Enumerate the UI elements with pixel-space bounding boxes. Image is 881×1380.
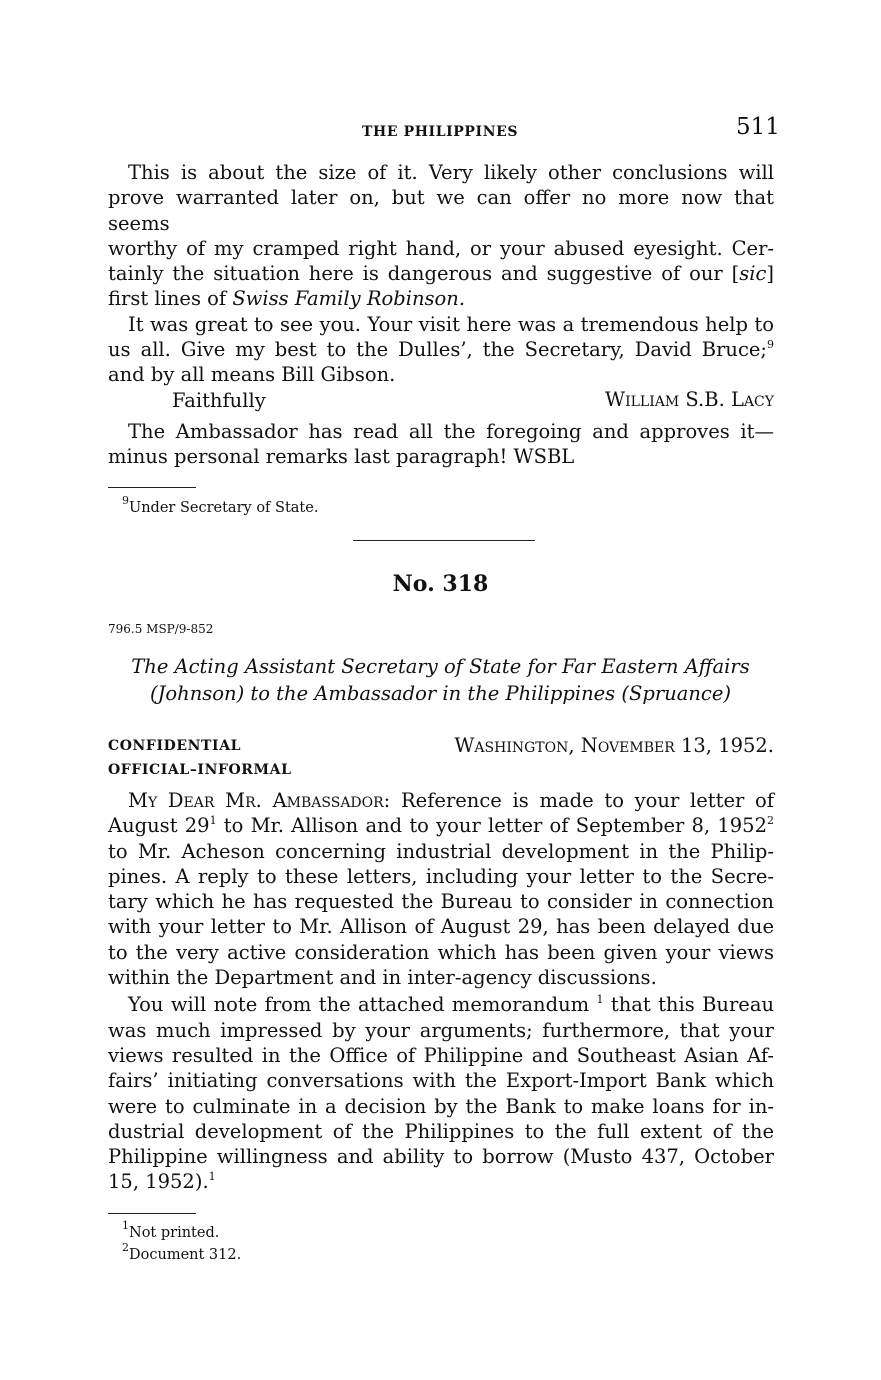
- salutation: My Dear Mr. Ambassador:: [128, 789, 391, 812]
- paragraph-line: were to culminate in a decision by the Bank to make loans for in-: [108, 1094, 774, 1118]
- text-run: that this Bureau: [603, 993, 775, 1017]
- paragraph-line: fairs’ initiating conversations with the Export-Import Bank which: [108, 1069, 774, 1093]
- footnote-text: Under Secretary of State.: [129, 500, 319, 516]
- signature: William S.B. Lacy: [605, 388, 774, 411]
- letter-closing-section: [108, 160, 774, 413]
- document-number: No. 318: [392, 571, 489, 597]
- running-title: THE PHILIPPINES: [362, 124, 519, 140]
- footnote-marker: 1: [122, 1219, 129, 1232]
- document-title: [0, 653, 881, 707]
- paragraph-line: [108, 261, 774, 286]
- paragraph-line: to Mr. Acheson concerning industrial development in the Philip-: [108, 839, 774, 863]
- paragraph-line: [108, 992, 774, 1017]
- paragraph-line: tary which he has requested the Bureau to consider in connection: [108, 890, 774, 914]
- paragraph-line: worthy of my cramped right hand, or your abused eyesight. Cer-: [108, 236, 774, 260]
- closing: Faithfully: [172, 388, 266, 412]
- paragraph-line: [108, 813, 774, 838]
- paragraph-line: with your letter to Mr. Allison of August 29, has been delayed due: [108, 915, 774, 939]
- text-run: tainly the situation here is dangerous and suggestive of our [: [108, 262, 740, 286]
- text-run: Reference is made to your letter of: [400, 789, 774, 812]
- text-run: to Mr. Allison and to your letter of September 8, 1952: [216, 814, 767, 838]
- paragraph-line: pines. A reply to these letters, including your letter to the Secre-: [108, 864, 774, 888]
- text-run: You will note from the attached memorandum: [128, 993, 597, 1017]
- paragraph-line: prove warranted later on, but we can offer no more now that seems: [108, 186, 774, 235]
- letter-body: [108, 788, 774, 1195]
- text-run: ]: [766, 262, 774, 286]
- paragraph-line: within the Department and in inter-agency discussions.: [108, 966, 657, 990]
- footnote: [122, 1219, 241, 1244]
- place-date: [454, 734, 774, 757]
- sic-italic: sic: [739, 262, 767, 286]
- section-divider: [353, 540, 535, 541]
- file-reference: 796.5 MSP/9-852: [108, 622, 214, 636]
- footnote-text: Document 312.: [129, 1247, 242, 1263]
- text-run: 15, 1952).: [108, 1170, 209, 1194]
- footnote-ref: 2: [766, 814, 774, 828]
- footnote-ref: 1: [596, 993, 604, 1007]
- footnote-ref: 1: [209, 814, 217, 828]
- title-line: (Johnson) to the Ambassador in the Philippines (Spruance): [150, 682, 731, 705]
- text-run: first lines of: [108, 287, 233, 311]
- paragraph-line: This is about the size of it. Very likely other conclusions will: [128, 161, 774, 184]
- footnote-marker: 2: [122, 1241, 129, 1254]
- footnote-text: Not printed.: [129, 1225, 220, 1241]
- paragraph-line: [108, 337, 774, 362]
- paragraph-line: and by all means Bill Gibson.: [108, 363, 396, 387]
- paragraph-line: dustrial development of the Philippines to the full extent of the: [108, 1119, 774, 1143]
- text-run: August 29: [108, 814, 210, 838]
- classification: CONFIDENTIAL: [108, 738, 242, 754]
- paragraph-line: [108, 788, 774, 813]
- paragraph-line: Philippine willingness and ability to borrow (Musto 437, October: [108, 1145, 774, 1169]
- paragraph-line: views resulted in the Office of Philippine and Southeast Asian Af-: [108, 1043, 774, 1067]
- footnote: [122, 494, 319, 519]
- book-title-italic: Swiss Family Robinson.: [232, 287, 466, 311]
- dateline: Washington, November 13, 1952.: [454, 734, 774, 757]
- footnote: [122, 1241, 242, 1266]
- footnote-rule: [108, 487, 196, 488]
- footnote-rule: [108, 1213, 196, 1214]
- title-line: The Acting Assistant Secretary of State for Far Eastern Affairs: [131, 655, 750, 678]
- paragraph-line: minus personal remarks last paragraph! WSBL: [108, 445, 575, 469]
- postscript: [108, 419, 774, 470]
- classification: OFFICIAL–INFORMAL: [108, 762, 292, 778]
- paragraph-line: [108, 286, 774, 311]
- footnote-marker: 9: [122, 494, 129, 507]
- text-run: us all. Give my best to the Dulles’, the Secretary, David Bruce;: [108, 338, 767, 362]
- page-number: 511: [736, 114, 780, 140]
- paragraph-line: was much impressed by your arguments; furthermore, that your: [108, 1018, 774, 1042]
- paragraph-line: [108, 1169, 774, 1194]
- footnote-ref: 9: [767, 338, 774, 352]
- footnote-ref: 1: [208, 1170, 216, 1184]
- paragraph-line: The Ambassador has read all the foregoing and approves it—: [128, 420, 774, 443]
- footnotes-bottom: [122, 1219, 242, 1266]
- paragraph-line: to the very active consideration which has been given your views: [108, 940, 774, 964]
- paragraph-line: It was great to see you. Your visit here was a tremendous help to: [128, 312, 774, 336]
